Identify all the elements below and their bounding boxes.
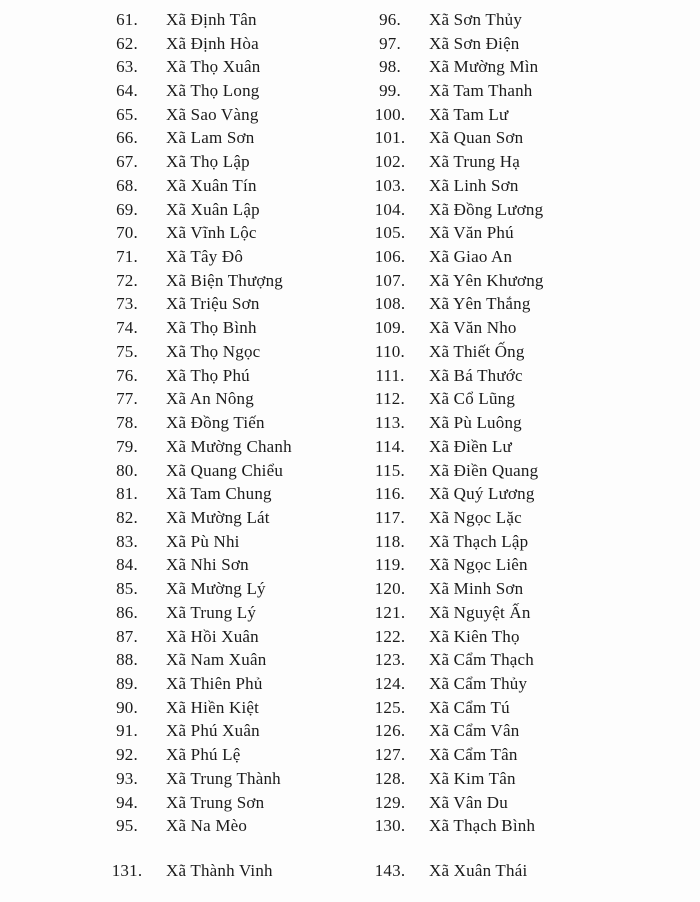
list-item-name: Xã Mường Lát xyxy=(166,507,270,527)
list-item xyxy=(359,814,544,838)
list-item-name: Xã Hồi Xuân xyxy=(166,626,259,646)
list-item-name: Xã Trung Hạ xyxy=(429,152,520,172)
list-item xyxy=(359,648,544,672)
list-item xyxy=(359,269,544,293)
list-item xyxy=(96,625,292,649)
list-item-name: Xã Pù Luông xyxy=(429,413,522,433)
list-item-number: 122. xyxy=(374,626,406,646)
list-item-name: Xã Xuân Lập xyxy=(166,199,260,219)
list-item-name: Xã Cẩm Thủy xyxy=(429,673,528,693)
list-item-name: Xã Mường Mìn xyxy=(429,57,539,77)
list-item xyxy=(96,316,292,340)
list-item-name: Xã Na Mèo xyxy=(166,816,248,836)
list-item-number: 116. xyxy=(375,484,405,504)
list-item-name: Xã Ngọc Lặc xyxy=(429,507,522,527)
list-item xyxy=(96,743,292,767)
list-item xyxy=(96,32,292,56)
list-item-name: Xã Mường Chanh xyxy=(166,436,292,456)
list-item-name: Xã An Nông xyxy=(166,389,254,409)
list-item-name: Xã Nguyệt Ấn xyxy=(429,602,531,622)
list-item xyxy=(359,8,544,32)
list-item-number: 70. xyxy=(116,223,138,243)
list-item-name: Xã Văn Nho xyxy=(429,318,517,338)
list-item-name: Xã Tây Đô xyxy=(166,247,244,267)
list-item-name: Xã Đồng Lương xyxy=(429,199,544,219)
list-item xyxy=(96,79,292,103)
list-item-name: Xã Quan Sơn xyxy=(429,128,524,148)
list-item-number: 103. xyxy=(374,175,406,195)
list-item xyxy=(359,859,544,883)
list-item-number: 87. xyxy=(116,626,138,646)
list-item-name: Xã Định Tân xyxy=(166,9,257,29)
list-item xyxy=(359,340,544,364)
list-item xyxy=(96,388,292,412)
list-item xyxy=(96,293,292,317)
list-item xyxy=(359,506,544,530)
list-item-name: Xã Thạch Bình xyxy=(429,816,536,836)
list-item-number: 115. xyxy=(375,460,405,480)
list-item-number: 143. xyxy=(374,861,406,881)
list-item xyxy=(359,32,544,56)
list-item-name: Xã Kiên Thọ xyxy=(429,626,520,646)
list-item xyxy=(96,554,292,578)
list-item-name: Xã Trung Sơn xyxy=(166,792,265,812)
list-item-name: Xã Tam Thanh xyxy=(429,81,533,101)
list-item-number: 127. xyxy=(374,745,406,765)
list-item-name: Xã Thiên Phủ xyxy=(166,673,263,693)
list-item xyxy=(96,506,292,530)
list-item-number: 113. xyxy=(375,413,405,433)
list-item-name: Xã Tam Chung xyxy=(166,484,272,504)
list-item-name: Xã Ngọc Liên xyxy=(429,555,528,575)
list-item-number: 72. xyxy=(116,270,138,290)
list-item-number: 78. xyxy=(116,413,138,433)
list-item-name: Xã Cẩm Tú xyxy=(429,697,510,717)
list-item-number: 125. xyxy=(374,697,406,717)
list-item-name: Xã Tam Lư xyxy=(429,104,509,124)
list-item xyxy=(96,601,292,625)
list-item-number: 118. xyxy=(375,531,405,551)
list-item xyxy=(96,8,292,32)
list-item-number: 90. xyxy=(116,697,138,717)
list-item-name: Xã Trung Thành xyxy=(166,768,281,788)
list-item xyxy=(96,364,292,388)
list-item-number: 120. xyxy=(374,579,406,599)
list-item xyxy=(359,103,544,127)
list-item-number: 85. xyxy=(116,579,138,599)
list-item xyxy=(96,696,292,720)
list-item-name: Xã Minh Sơn xyxy=(429,579,524,599)
list-item-name: Xã Thọ Long xyxy=(166,81,260,101)
list-item-name: Xã Sơn Thủy xyxy=(429,9,523,29)
list-item-number: 119. xyxy=(375,555,405,575)
list-item-number: 104. xyxy=(374,199,406,219)
list-item-name: Xã Nhi Sơn xyxy=(166,555,249,575)
list-item xyxy=(96,221,292,245)
list-item-number: 67. xyxy=(116,152,138,172)
list-item xyxy=(359,364,544,388)
list-item-number: 102. xyxy=(374,152,406,172)
list-item xyxy=(96,150,292,174)
list-item-name: Xã Thọ Phú xyxy=(166,365,250,385)
list-item-number: 61. xyxy=(116,9,138,29)
list-item xyxy=(359,530,544,554)
list-item xyxy=(96,411,292,435)
list-gap xyxy=(359,838,544,859)
list-item xyxy=(96,340,292,364)
list-item-name: Xã Sơn Điện xyxy=(429,33,520,53)
list-item-number: 92. xyxy=(116,745,138,765)
list-item-name: Xã Linh Sơn xyxy=(429,175,519,195)
list-item xyxy=(359,55,544,79)
list-item-number: 101. xyxy=(374,128,406,148)
list-item xyxy=(359,720,544,744)
list-item-number: 69. xyxy=(116,199,138,219)
list-item-number: 77. xyxy=(116,389,138,409)
list-item-name: Xã Thọ Lập xyxy=(166,152,250,172)
list-item-name: Xã Cẩm Tân xyxy=(429,745,518,765)
list-item-number: 98. xyxy=(379,57,401,77)
list-item-number: 89. xyxy=(116,673,138,693)
list-item-name: Xã Thành Vinh xyxy=(166,861,273,881)
list-item xyxy=(359,245,544,269)
list-item-name: Xã Yên Khương xyxy=(429,270,544,290)
list-item xyxy=(359,767,544,791)
list-item-number: 71. xyxy=(116,247,138,267)
list-item-number: 100. xyxy=(374,104,406,124)
list-item-number: 86. xyxy=(116,602,138,622)
list-item xyxy=(96,269,292,293)
list-item-number: 114. xyxy=(375,436,405,456)
list-item xyxy=(359,293,544,317)
list-item-name: Xã Văn Phú xyxy=(429,223,514,243)
list-item-number: 131. xyxy=(111,861,143,881)
list-item-number: 83. xyxy=(116,531,138,551)
list-item-number: 73. xyxy=(116,294,138,314)
list-item xyxy=(359,743,544,767)
list-item xyxy=(359,388,544,412)
list-item-name: Xã Biện Thượng xyxy=(166,270,284,290)
list-item-number: 107. xyxy=(374,270,406,290)
list-item xyxy=(359,174,544,198)
list-item-number: 62. xyxy=(116,33,138,53)
list-item xyxy=(96,720,292,744)
list-item xyxy=(359,482,544,506)
list-item-name: Xã Vĩnh Lộc xyxy=(166,223,257,243)
list-item-number: 84. xyxy=(116,555,138,575)
list-item xyxy=(359,672,544,696)
list-item-name: Xã Định Hòa xyxy=(166,33,259,53)
commune-list-right xyxy=(359,8,544,838)
list-item xyxy=(96,577,292,601)
list-item-name: Xã Thiết Ống xyxy=(429,341,525,361)
list-item-number: 95. xyxy=(116,816,138,836)
list-item-name: Xã Mường Lý xyxy=(166,579,266,599)
list-item-name: Xã Thọ Xuân xyxy=(166,57,261,77)
list-item-name: Xã Nam Xuân xyxy=(166,650,267,670)
list-item xyxy=(359,696,544,720)
list-item-name: Xã Kim Tân xyxy=(429,768,516,788)
list-item-number: 130. xyxy=(374,816,406,836)
list-item-name: Xã Pù Nhi xyxy=(166,531,240,551)
list-item-name: Xã Thạch Lập xyxy=(429,531,529,551)
list-item-number: 110. xyxy=(375,341,405,361)
list-item-name: Xã Trung Lý xyxy=(166,602,257,622)
list-item xyxy=(359,459,544,483)
list-item xyxy=(96,127,292,151)
list-gap xyxy=(96,838,292,859)
list-item xyxy=(96,859,292,883)
list-item-number: 123. xyxy=(374,650,406,670)
list-item-number: 117. xyxy=(375,507,405,527)
list-item-name: Xã Cẩm Thạch xyxy=(429,650,534,670)
list-item xyxy=(96,814,292,838)
list-item-number: 88. xyxy=(116,650,138,670)
list-item-name: Xã Quang Chiểu xyxy=(166,460,284,480)
list-item xyxy=(359,625,544,649)
list-item xyxy=(359,554,544,578)
list-item-name: Xã Xuân Tín xyxy=(166,175,257,195)
list-item-number: 66. xyxy=(116,128,138,148)
list-item xyxy=(96,672,292,696)
list-item-number: 93. xyxy=(116,768,138,788)
list-item-number: 63. xyxy=(116,57,138,77)
list-item xyxy=(96,198,292,222)
list-item-number: 111. xyxy=(375,365,405,385)
list-item-number: 128. xyxy=(374,768,406,788)
list-item-name: Xã Lam Sơn xyxy=(166,128,255,148)
list-item xyxy=(96,174,292,198)
list-item-number: 68. xyxy=(116,175,138,195)
list-item xyxy=(96,435,292,459)
list-item xyxy=(96,459,292,483)
list-item-number: 94. xyxy=(116,792,138,812)
list-item-name: Xã Giao An xyxy=(429,247,513,267)
list-item-name: Xã Bá Thước xyxy=(429,365,523,385)
list-item-name: Xã Quý Lương xyxy=(429,484,535,504)
list-item-number: 126. xyxy=(374,721,406,741)
list-item xyxy=(96,791,292,815)
list-item-name: Xã Điền Lư xyxy=(429,436,512,456)
list-item-number: 80. xyxy=(116,460,138,480)
list-item xyxy=(359,316,544,340)
list-item-name: Xã Hiền Kiệt xyxy=(166,697,260,717)
list-item-number: 124. xyxy=(374,673,406,693)
list-item-name: Xã Vân Du xyxy=(429,792,508,812)
list-item-number: 75. xyxy=(116,341,138,361)
list-item-number: 108. xyxy=(374,294,406,314)
commune-list-column-right xyxy=(359,8,544,883)
list-item-name: Xã Phú Xuân xyxy=(166,721,260,741)
list-item-number: 82. xyxy=(116,507,138,527)
list-item-name: Xã Triệu Sơn xyxy=(166,294,260,314)
commune-list-column-left xyxy=(96,8,292,883)
list-item-number: 79. xyxy=(116,436,138,456)
list-item xyxy=(359,791,544,815)
list-item-number: 76. xyxy=(116,365,138,385)
list-item xyxy=(359,150,544,174)
list-item xyxy=(96,530,292,554)
list-item-name: Xã Thọ Bình xyxy=(166,318,257,338)
list-item xyxy=(359,127,544,151)
list-item-name: Xã Điền Quang xyxy=(429,460,539,480)
list-item-number: 74. xyxy=(116,318,138,338)
list-item-number: 109. xyxy=(374,318,406,338)
list-item-number: 96. xyxy=(379,9,401,29)
list-item xyxy=(359,221,544,245)
list-item-name: Xã Phú Lệ xyxy=(166,745,241,765)
list-item xyxy=(359,79,544,103)
list-item-name: Xã Cẩm Vân xyxy=(429,721,520,741)
list-item xyxy=(359,577,544,601)
list-item-name: Xã Sao Vàng xyxy=(166,104,259,124)
list-item xyxy=(359,198,544,222)
list-item xyxy=(96,482,292,506)
list-item xyxy=(96,55,292,79)
list-item xyxy=(359,601,544,625)
commune-list-left xyxy=(96,8,292,838)
list-item-number: 105. xyxy=(374,223,406,243)
list-item-name: Xã Yên Thắng xyxy=(429,294,531,314)
list-item-number: 106. xyxy=(374,247,406,267)
list-item-name: Xã Thọ Ngọc xyxy=(166,341,261,361)
list-item xyxy=(96,245,292,269)
list-item-name: Xã Đồng Tiến xyxy=(166,413,265,433)
list-item-number: 129. xyxy=(374,792,406,812)
list-item-number: 99. xyxy=(379,81,401,101)
list-item-name: Xã Cổ Lũng xyxy=(429,389,516,409)
list-item-number: 121. xyxy=(374,602,406,622)
list-item-number: 65. xyxy=(116,104,138,124)
list-item xyxy=(359,411,544,435)
list-item-number: 112. xyxy=(375,389,405,409)
list-item-number: 81. xyxy=(116,484,138,504)
list-item-number: 91. xyxy=(116,721,138,741)
list-item-name: Xã Xuân Thái xyxy=(429,861,528,881)
list-item xyxy=(96,648,292,672)
list-item-number: 64. xyxy=(116,81,138,101)
list-item xyxy=(96,103,292,127)
list-item-number: 97. xyxy=(379,33,401,53)
list-item xyxy=(96,767,292,791)
list-item xyxy=(359,435,544,459)
